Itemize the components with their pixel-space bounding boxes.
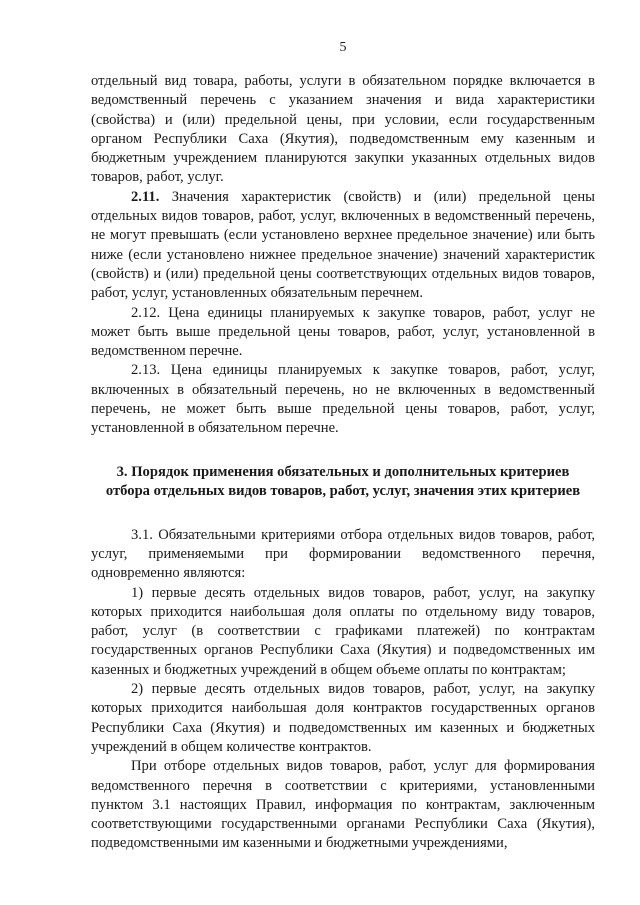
list-item-number: 2) bbox=[131, 681, 144, 698]
list-item-text: первые десять отдельных видов товаров, работ, услуг, на закупку которых приходится наибольшая доля контрактов государственных органов Республики Саха (Якутия) и подведомственных им казенных и бюджетных учреждений в общем количестве контрактов. bbox=[91, 681, 595, 755]
list-item-2 bbox=[91, 680, 595, 757]
clause-number: 2.11. bbox=[131, 188, 160, 205]
clause-text: Значения характеристик (свойств) и (или) предельной цены отдельных видов товаров, работ, услуг, включенных в ведомственный перечень, не могут превышать (если установлено верхнее предельное значение) или быть ниже (если установлено нижнее предельное значение) значений характеристик (свойств) и (или) предельной цены соответствующих отдельных видов товаров, работ, услуг, установленных обязательным перечнем. bbox=[91, 188, 595, 302]
document-body bbox=[91, 72, 595, 854]
list-item-1 bbox=[91, 584, 595, 680]
clause-number: 2.12. bbox=[131, 304, 161, 321]
clause-3-1 bbox=[91, 526, 595, 584]
paragraph-continuation: отдельный вид товара, работы, услуги в обязательном порядке включается в ведомственный перечень с указанием значения и вида характеристики (свойства) и (или) предельной цены, при условии, если государственным органом Республики Саха (Якутия), подведомственным ему казенным и бюджетным учреждением планируются закупки указанных отдельных видов товаров, работ, услуг. bbox=[91, 73, 595, 186]
list-item-number: 1) bbox=[131, 584, 144, 601]
clause-2-13 bbox=[91, 361, 595, 438]
paragraph-final: При отборе отдельных видов товаров, работ, услуг для формирования ведомственного перечня в соответствии с критериями, установленными пунктом 3.1 настоящих Правил, информация по контрактам, заключенным соответствующими государственными органами Республики Саха (Якутия), подведомственными им казенными и бюджетными учреждениями, bbox=[91, 758, 595, 852]
section-heading-line: отбора отдельных видов товаров, работ, услуг, значения этих критериев bbox=[105, 483, 581, 500]
clause-text: Цена единицы планируемых к закупке товаров, работ, услуг, включенных в обязательный перечень, но не включенных в ведомственный перечень, не может быть выше предельной цены товаров, работ, услуг, установленной в обязательном перечне. bbox=[91, 362, 596, 437]
section-heading-line: 3. Порядок применения обязательных и дополнительных критериев bbox=[116, 463, 570, 480]
clause-2-11 bbox=[91, 188, 595, 304]
clause-number: 3.1. bbox=[131, 526, 153, 543]
clause-text: Обязательными критериями отбора отдельных видов товаров, работ, услуг, применяемыми при формировании ведомственного перечня, одновременно являются: bbox=[91, 526, 596, 582]
section-heading bbox=[91, 463, 595, 502]
page-number: 5 bbox=[339, 40, 347, 55]
clause-text: Цена единицы планируемых к закупке товаров, работ, услуг не может быть выше предельной цены товаров, работ, услуг, установленной в ведомственном перечне. bbox=[91, 304, 595, 360]
list-item-text: первые десять отдельных видов товаров, работ, услуг, на закупку которых приходится наибольшая доля оплаты по отдельному виду товаров, работ, услуг (в соответствии с графиками платежей) по контрактам государственных органов Республики Саха (Якутия) и подведомственных им казенных и бюджетных учреждений в общем объеме оплаты по контрактам; bbox=[91, 584, 595, 678]
clause-number: 2.13. bbox=[131, 362, 161, 379]
clause-2-12 bbox=[91, 304, 595, 362]
